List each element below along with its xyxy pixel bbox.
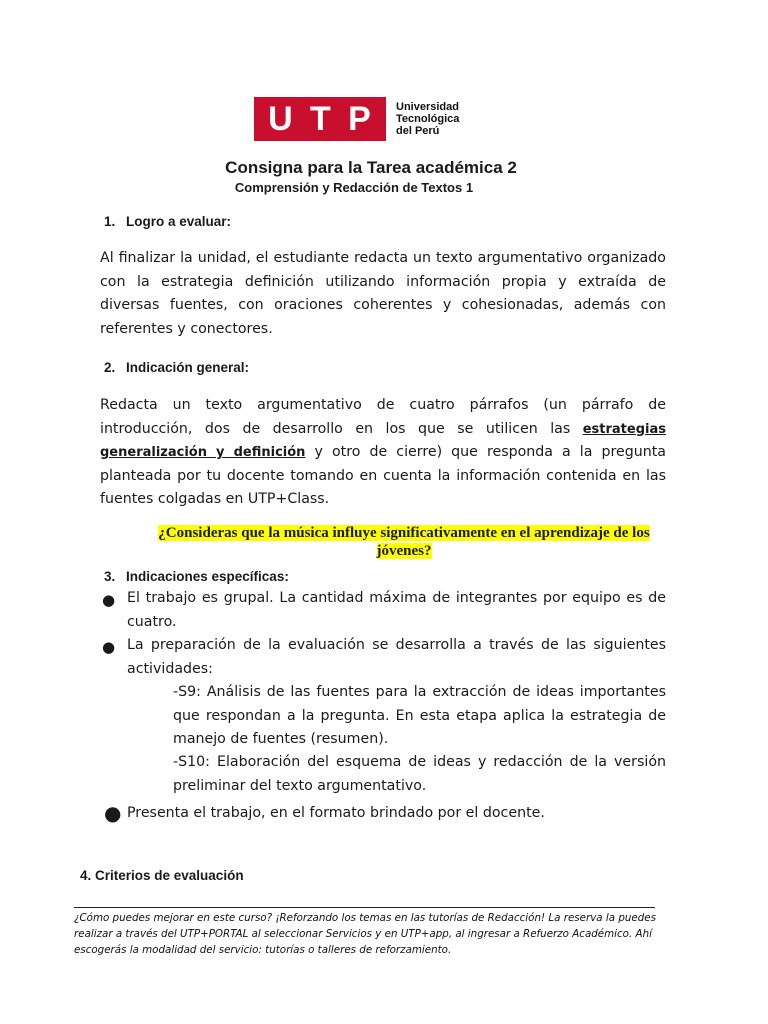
bullet-dot: ●: [102, 638, 116, 656]
document-title: Consigna para la Tarea académica 2: [225, 158, 517, 177]
logo-letter-p: P: [348, 100, 372, 138]
bullet-dot: ●: [102, 591, 116, 609]
section-heading-indicacion: [104, 360, 249, 375]
section-heading-logro: [104, 214, 231, 229]
paragraph-text: Redacta un texto argumentativo de cuatro párrafos (un párrafo de introducción, dos de desarrollo en los que se utilicen las: [100, 397, 666, 437]
logo-letter-t: T: [310, 100, 332, 138]
logo-letter-u: U: [268, 100, 294, 138]
section-title: Indicaciones específicas:: [126, 569, 289, 584]
section-title: Logro a evaluar:: [126, 214, 232, 229]
indicacion-paragraph: [100, 394, 666, 512]
bullet-item-presenta: Presenta el trabajo, en el formato brindado por el docente.: [127, 805, 545, 821]
utp-logo: [254, 97, 459, 141]
section-heading-especificas: [104, 569, 289, 584]
sub-item-s10: -S10: Elaboración del esquema de ideas y redacción de la versión preliminar del texto argumentativo.: [173, 754, 666, 794]
utp-logo-mark: [254, 97, 386, 141]
sub-item-s9: -S9: Análisis de las fuentes para la extracción de ideas importantes que respondan a la pregunta. En esta etapa aplica la estrategia de manejo de fuentes (resumen).: [173, 684, 666, 747]
logro-paragraph: Al finalizar la unidad, el estudiante redacta un texto argumentativo organizado con la estrategia definición utilizando información propia y extraída de diversas fuentes, con oraciones coherentes y cohesionadas, además con referentes y conectores.: [100, 250, 666, 337]
emphasis-strategies: estrategias generalización y definición: [100, 421, 666, 460]
section-number: 3.: [104, 569, 116, 584]
bullet-item-preparacion: La preparación de la evaluación se desarrolla a través de las siguientes actividades:: [127, 637, 666, 677]
paragraph-text: y otro de cierre) que responda a la pregunta planteada por tu docente tomando en cuenta la información contenida en las fuentes colgadas en UTP+Class.: [100, 444, 667, 507]
footnote-separator: [74, 907, 655, 908]
bullet-dot: ●: [104, 801, 122, 825]
logo-name-line: del Perú: [396, 125, 440, 137]
document-subtitle: Comprensión y Redacción de Textos 1: [234, 180, 474, 195]
highlighted-question: [148, 524, 660, 560]
section-number: 1.: [104, 214, 116, 229]
logo-name-line: Tecnológica: [396, 113, 460, 125]
logo-university-name: [396, 101, 459, 137]
bullet-item-grupal: El trabajo es grupal. La cantidad máxima de integrantes por equipo es de cuatro.: [127, 590, 666, 630]
section-number: 2.: [104, 360, 116, 375]
section-title: Indicación general:: [126, 360, 250, 375]
section-heading-criterios: 4. Criterios de evaluación: [80, 868, 244, 883]
question-text: ¿Consideras que la música influye significativamente en el aprendizaje de los jóvenes?: [158, 525, 650, 559]
footnote-text: ¿Cómo puedes mejorar en este curso? ¡Reforzando los temas en las tutorías de Redacción! La reserva la puedes realizar a través del UTP+PORTAL al seleccionar Servicios y en UTP+app, al ingresar a Refuerzo Académico. Ahí escogerás la modalidad del servicio: tutorías o talleres de reforzamiento.: [74, 912, 656, 956]
logo-name-line: Universidad: [396, 101, 459, 113]
